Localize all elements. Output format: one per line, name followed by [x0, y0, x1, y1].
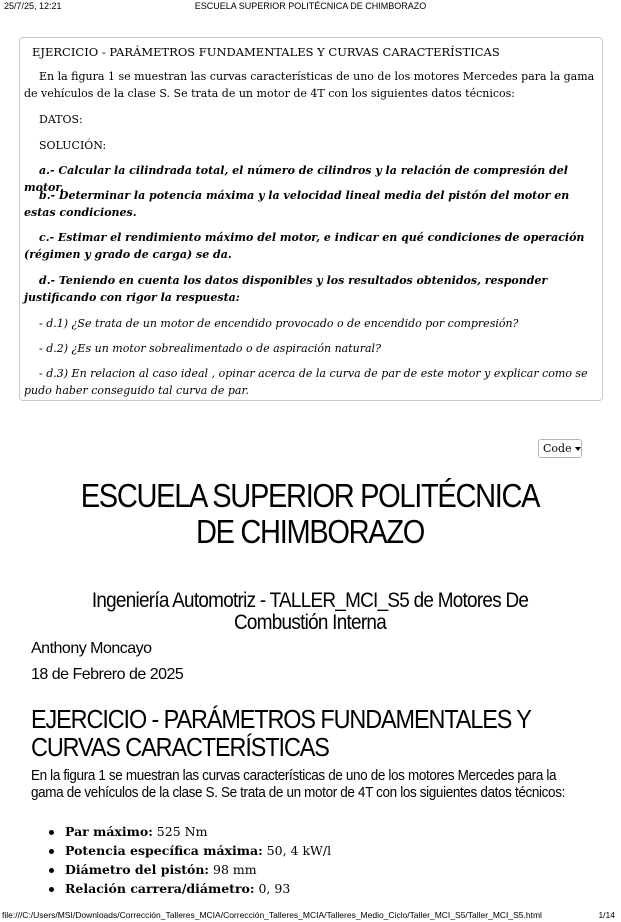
print-footer	[0, 908, 621, 922]
list-item	[47, 879, 331, 898]
print-doc-title: ESCUELA SUPERIOR POLITÉCNICA DE CHIMBORAZO	[194, 1, 427, 11]
caret-down-icon	[575, 447, 581, 451]
spec-value: 50, 4 kW/l	[266, 843, 332, 858]
spec-value: 525 Nm	[156, 824, 208, 839]
box-heading: EJERCICIO - PARÁMETROS FUNDAMENTALES Y CURVAS CARACTERÍSTICAS	[32, 45, 500, 59]
spec-value: 0, 93	[258, 881, 291, 896]
section-heading: EJERCICIO - PARÁMETROS FUNDAMENTALES Y CURVAS CARACTERÍSTICAS	[31, 704, 531, 762]
box-intro: En la figura 1 se muestran las curvas características de uno de los motores Mercedes para la gama de vehículos de la clase S. Se trata de un motor de 4T con los siguientes datos técnicos:	[24, 70, 595, 100]
spec-label: Par máximo:	[65, 824, 153, 839]
spec-label: Relación carrera/diámetro:	[65, 881, 255, 896]
code-dropdown-button[interactable]	[538, 439, 582, 458]
list-item	[47, 841, 331, 860]
page-title: ESCUELA SUPERIOR POLITÉCNICA DE CHIMBORAZO	[80, 477, 540, 550]
print-datetime: 25/7/25, 12:21	[4, 1, 62, 11]
question-d1: - d.1) ¿Se trata de un motor de encendido provocado o de encendido por compresión?	[39, 317, 519, 330]
code-button-label: Code	[543, 442, 572, 455]
list-item	[47, 822, 331, 841]
question-d2: - d.2) ¿Es un motor sobrealimentado o de aspiración natural?	[39, 342, 381, 355]
page-number: 1/14	[598, 910, 615, 920]
page-subtitle: Ingeniería Automotriz - TALLER_MCI_S5 de Motores De Combustión Interna	[91, 589, 529, 634]
question-d: d.- Teniendo en cuenta los datos disponibles y los resultados obtenidos, responder justificando con rigor la respuesta:	[24, 274, 548, 304]
list-item	[47, 860, 331, 879]
question-c: c.- Estimar el rendimiento máximo del motor, e indicar en qué condiciones de operación (régimen y grado de carga) se da.	[24, 231, 585, 261]
file-url: file:///C:/Users/MSI/Downloads/Corrección_Talleres_MCIA/Corrección_Talleres_MCIA/Talleres_Medio_Ciclo/Taller_MCI_S5/Taller_MCI_S5.html	[2, 910, 542, 920]
document-date: 18 de Febrero de 2025	[31, 666, 184, 683]
box-datos-label: DATOS:	[39, 113, 83, 126]
author: Anthony Moncayo	[31, 640, 152, 657]
question-d3: - d.3) En relacion al caso ideal , opinar acerca de la curva de par de este motor y explicar como se pudo haber conseguido tal curva de par.	[24, 367, 588, 397]
specs-list	[47, 822, 331, 898]
question-a: a.- Calcular la cilindrada total, el número de cilindros y la relación de compresión del motor.	[24, 164, 568, 194]
box-solucion-label: SOLUCIÓN:	[39, 139, 107, 152]
spec-label: Diámetro del pistón:	[65, 862, 210, 877]
exercise-summary-box	[19, 37, 603, 401]
question-b: b.- Determinar la potencia máxima y la velocidad lineal media del pistón del motor en estas condiciones.	[24, 189, 570, 219]
print-header	[0, 0, 621, 14]
spec-label: Potencia específica máxima:	[65, 843, 263, 858]
spec-value: 98 mm	[213, 862, 257, 877]
section-paragraph: En la figura 1 se muestran las curvas características de uno de los motores Mercedes para la gama de vehículos de la clase S. Se trata de un motor de 4T con los siguientes datos técnicos:	[31, 767, 565, 801]
